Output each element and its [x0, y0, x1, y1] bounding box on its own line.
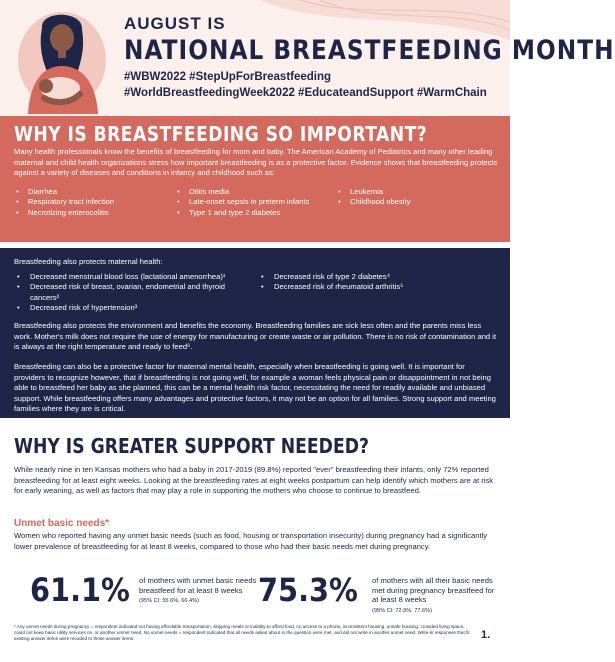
stat-value-unmet: 61.1%: [30, 571, 130, 609]
page-number: 1.: [481, 629, 491, 641]
confidence-interval: (95% CI: 72.9%, 77.6%): [372, 607, 433, 614]
header-banner: [0, 0, 615, 116]
maternal-health-section: [0, 248, 510, 418]
why-important-intro: Many health professionals know the benefits of breastfeeding for mom and baby. The American Academy of Pediatrics and many other leading maternal and child health organizations stress how important breastfeeding is as a protective factor. Evidence shows that breastfeeding protects against a variety of diseases and conditions in infancy and childhood such as:: [14, 147, 498, 178]
list-item: • Decreased risk of rheumatoid arthritis⁵: [258, 282, 498, 292]
unmet-needs-heading: Unmet basic needs*: [14, 518, 110, 529]
list-item: • Decreased risk of hypertension³: [14, 303, 254, 313]
why-important-section: [0, 116, 510, 242]
mother-baby-illustration: [14, 8, 110, 114]
condition-list-1: [14, 187, 164, 218]
maternal-list-left: [14, 272, 254, 314]
list-item: • Necrotizing enterocolitis: [14, 208, 164, 218]
page-title: NATIONAL BREASTFEEDING MONTH: [124, 35, 615, 66]
list-item: • Diarrhea: [14, 187, 164, 197]
stat-label-met: [372, 576, 500, 616]
unmet-needs-body: Women who reported having any unmet basic needs (such as food, housing or transportation insecurity) during pregnancy had a significantly lower prevalence of breastfeeding for at least 8 weeks, compared to those who had their basic needs met during pregnancy.: [14, 531, 488, 551]
stat-value-met: 75.3%: [258, 571, 358, 609]
stat-description: of mothers with unmet basic needs breastfeed for at least 8 weeks: [139, 576, 257, 595]
maternal-list-right: [258, 272, 498, 293]
condition-list-2: [175, 187, 345, 218]
maternal-lead: Breastfeeding also protects maternal health:: [14, 257, 163, 266]
list-item: • Childhood obesity: [336, 197, 486, 207]
list-item: • Decreased risk of breast, ovarian, endometrial and thyroid cancers²: [14, 282, 254, 303]
list-item: • Respiratory tract infection: [14, 197, 164, 207]
confidence-interval: (95% CI: 55.6%, 66.4%): [139, 598, 200, 605]
footnote: * Any unmet needs during pregnancy = respondent indicated not having affordable transportation, skipping meals or inability to afford food, no access to a phone, inconsistent housing, unsafe housing, crowded living space, could not keep basic utility services on, or another unmet need. No unmet needs = respondent indicated that all needs asked about in the question were met, and did not write in another unmet need. Write-in responses that fit existing answer items were recoded to those answer items.: [14, 624, 470, 642]
mental-health-paragraph: Breastfeeding can also be a protective factor for maternal mental health, especially when breastfeeding is going well. It is important for providers to recognize however, that if breastfeeding is not going well, for example a woman feels physical pain or disappointment in not being able to breastfeed her baby as she planned, this can be a mental health risk factor, necessitating the need for readily available and unbiased support. While breastfeeding offers many advantages and protective factors, it may not be an option for all families. Strong support and meeting families where they are is critical.: [14, 362, 496, 414]
why-important-heading: WHY IS BREASTFEEDING SO IMPORTANT?: [14, 122, 428, 146]
support-heading: WHY IS GREATER SUPPORT NEEDED?: [14, 434, 369, 458]
condition-list-3: [336, 187, 486, 208]
list-item: • Leukemia: [336, 187, 486, 197]
list-item: • Late-onset sepsis in preterm infants: [175, 197, 345, 207]
list-item: • Otitis media: [175, 187, 345, 197]
list-item: • Type 1 and type 2 diabetes: [175, 208, 345, 218]
environment-paragraph: Breastfeeding also protects the environment and benefits the economy. Breastfeeding families are sick less often and the parents miss less work. Mother's milk does not require the use of energy for manufacturing or create waste or air pollution. There is no risk of contamination and it is always at the right temperature and ready to feed⁶.: [14, 321, 497, 352]
support-body: While nearly nine in ten Kansas mothers who had a baby in 2017-2019 (89.8%) reported "ever" breastfeeding their infants, only 72% reported breastfeeding for at least eight weeks. Looking at the breastfeeding rates at eight weeks postpartum can help identify which mothers are at risk for early weaning, as well as factors that may play a role in supporting the mothers who choose to continue to breastfeed.: [14, 465, 494, 496]
stat-description: of mothers with all their basic needs met during pregnancy breastfeed for at least 8 weeks: [372, 576, 495, 605]
list-item: • Decreased risk of type 2 diabetes⁴: [258, 272, 498, 282]
header-kicker: AUGUST IS: [124, 14, 226, 33]
hashtags: #WBW2022 #StepUpForBreastfeeding #WorldBreastfeedingWeek2022 #EducateandSupport #WarmChain: [124, 71, 487, 99]
list-item: • Decreased menstrual blood loss (lactational amenorrhea)¹: [14, 272, 254, 282]
stat-label-unmet: [139, 576, 267, 607]
